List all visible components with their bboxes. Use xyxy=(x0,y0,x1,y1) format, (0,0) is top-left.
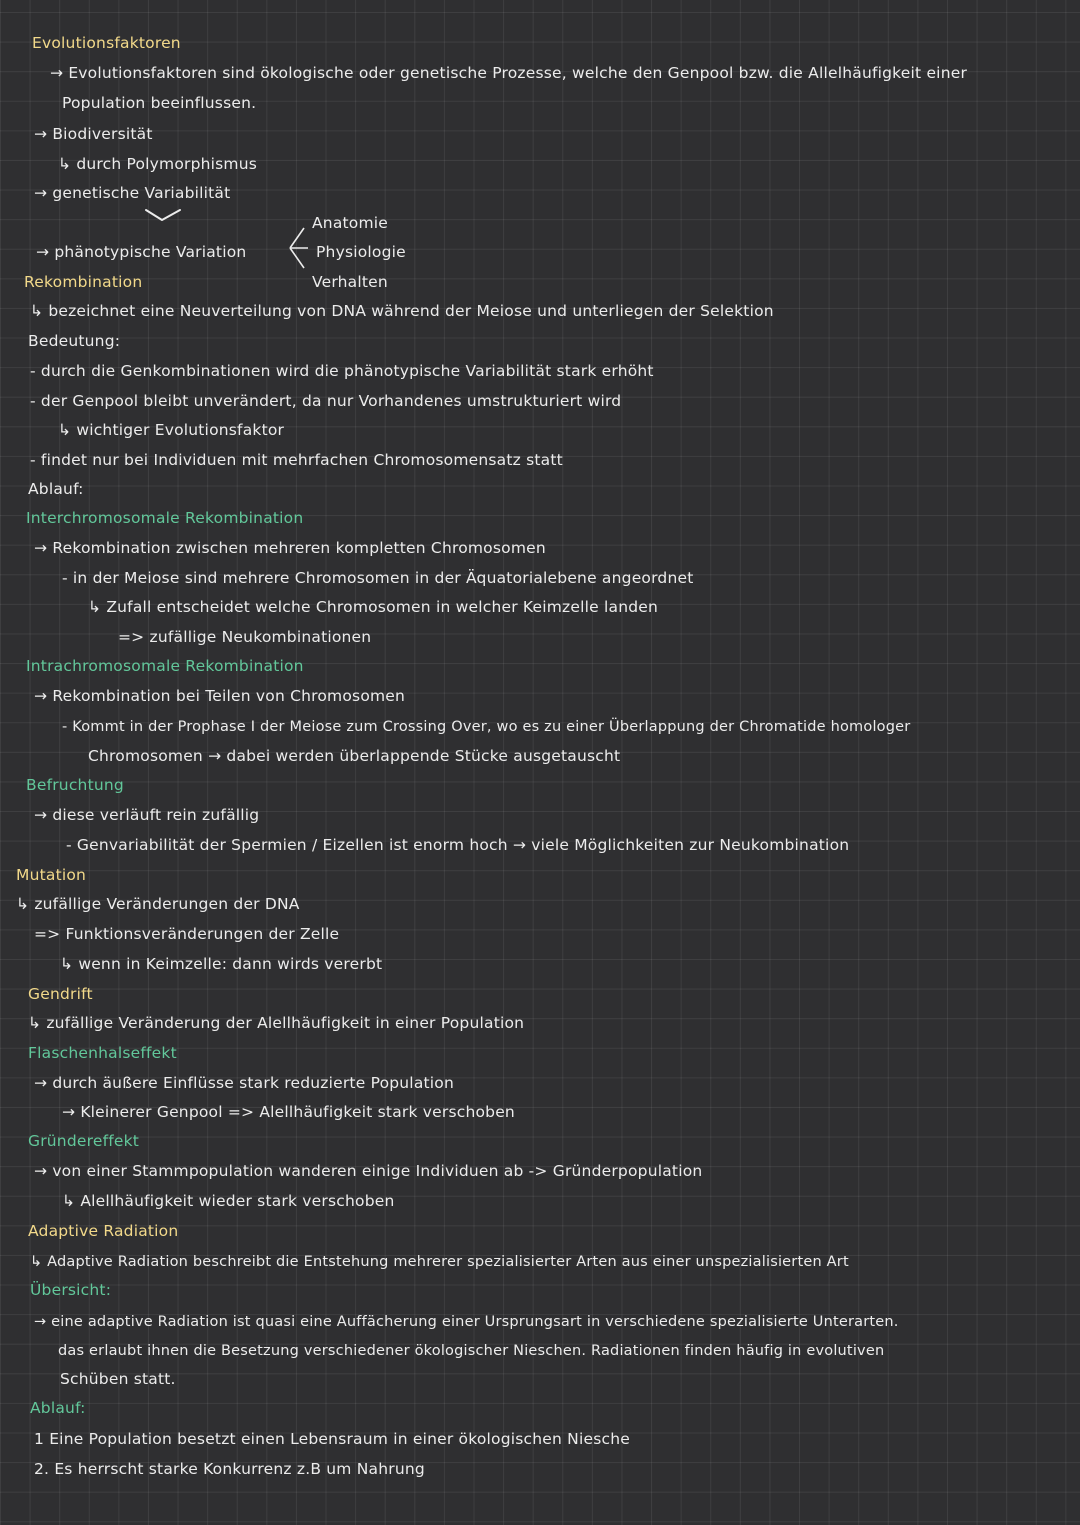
uebersicht-line-1: → eine adaptive Radiation ist quasi eine Auffächerung einer Ursprungsart in verschiedene spezialisierte Unterarten. xyxy=(34,1314,899,1330)
befr-line-2: - Genvariabilität der Spermien / Eizellen ist enorm hoch → viele Möglichkeiten zur Neukombination xyxy=(66,836,850,854)
heading-rekombination: Rekombination xyxy=(24,273,143,291)
rek-ablauf-label: Ablauf: xyxy=(28,480,84,498)
gendrift-line-1: ↳ zufällige Veränderung der Alellhäufigkeit in einer Population xyxy=(28,1014,525,1032)
rek-bedeutung-1: - durch die Genkombinationen wird die phänotypische Variabilität stark erhöht xyxy=(30,362,654,380)
mutation-line-3: ↳ wenn in Keimzelle: dann wirds vererbt xyxy=(60,955,383,973)
adaptive-definition: ↳ Adaptive Radiation beschreibt die Entstehung mehrerer spezialisierter Arten aus einer unspezialisierten Art xyxy=(30,1254,849,1270)
evo-polymorphismus: ↳ durch Polymorphismus xyxy=(58,155,258,173)
evo-phaenotypische-variation: → phänotypische Variation xyxy=(36,243,247,261)
heading-interchromosomale: Interchromosomale Rekombination xyxy=(26,509,304,527)
heading-ablauf: Ablauf: xyxy=(30,1399,86,1417)
heading-befruchtung: Befruchtung xyxy=(26,776,124,794)
evo-biodiversitaet: → Biodiversität xyxy=(34,125,153,143)
rek-definition: ↳ bezeichnet eine Neuverteilung von DNA während der Meiose und unterliegen der Selektion xyxy=(30,302,774,320)
befr-line-1: → diese verläuft rein zufällig xyxy=(34,806,260,824)
heading-evolutionsfaktoren: Evolutionsfaktoren xyxy=(32,34,181,52)
evo-physiologie: Physiologie xyxy=(316,243,406,261)
evo-verhalten: Verhalten xyxy=(312,273,388,291)
evo-definition-line1: → Evolutionsfaktoren sind ökologische oder genetische Prozesse, welche den Genpool bzw. die Allelhäufigkeit einer xyxy=(50,64,968,82)
flaschen-line-2: → Kleinerer Genpool => Alellhäufigkeit stark verschoben xyxy=(62,1103,515,1121)
gruender-line-2: ↳ Alellhäufigkeit wieder stark verschoben xyxy=(62,1192,395,1210)
ablauf-step-1: 1 Eine Population besetzt einen Lebensraum in einer ökologischen Niesche xyxy=(34,1430,630,1448)
gruender-line-1: → von einer Stammpopulation wanderen einige Individuen ab -> Gründerpopulation xyxy=(34,1162,703,1180)
rek-bedeutung-2-sub: ↳ wichtiger Evolutionsfaktor xyxy=(58,421,285,439)
intra-line-2: - Kommt in der Prophase I der Meiose zum Crossing Over, wo es zu einer Überlappung der Chromatide homologer xyxy=(62,719,911,735)
heading-intrachromosomale: Intrachromosomale Rekombination xyxy=(26,657,304,675)
rek-bedeutung-3: - findet nur bei Individuen mit mehrfachen Chromosomensatz statt xyxy=(30,451,563,469)
inter-line-2: - in der Meiose sind mehrere Chromosomen in der Äquatorialebene angeordnet xyxy=(62,569,694,587)
branch-lines-icon xyxy=(286,222,314,274)
inter-line-4: => zufällige Neukombinationen xyxy=(118,628,372,646)
intra-line-1: → Rekombination bei Teilen von Chromosomen xyxy=(34,687,406,705)
inter-line-1: → Rekombination zwischen mehreren kompletten Chromosomen xyxy=(34,539,546,557)
mutation-line-2: => Funktionsveränderungen der Zelle xyxy=(34,925,340,943)
evo-anatomie: Anatomie xyxy=(312,214,389,232)
inter-line-3: ↳ Zufall entscheidet welche Chromosomen in welcher Keimzelle landen xyxy=(88,598,659,616)
mutation-line-1: ↳ zufällige Veränderungen der DNA xyxy=(16,895,300,913)
evo-genetische-variabilitaet: → genetische Variabilität xyxy=(34,184,231,202)
uebersicht-line-2: das erlaubt ihnen die Besetzung verschiedener ökologischer Nieschen. Radiationen finden häufig in evolutiven xyxy=(58,1343,885,1359)
heading-uebersicht: Übersicht: xyxy=(30,1281,112,1299)
evo-definition-line2: Population beeinflussen. xyxy=(62,94,257,112)
heading-gruendereffekt: Gründereffekt xyxy=(28,1132,140,1150)
down-chevron-icon xyxy=(140,206,190,226)
intra-line-3: Chromosomen → dabei werden überlappende Stücke ausgetauscht xyxy=(88,747,621,765)
ablauf-step-2: 2. Es herrscht starke Konkurrenz z.B um Nahrung xyxy=(34,1460,425,1478)
heading-gendrift: Gendrift xyxy=(28,985,93,1003)
uebersicht-line-3: Schüben statt. xyxy=(60,1370,176,1388)
heading-mutation: Mutation xyxy=(16,866,87,884)
rek-bedeutung-label: Bedeutung: xyxy=(28,332,121,350)
heading-adaptive-radiation: Adaptive Radiation xyxy=(28,1222,179,1240)
flaschen-line-1: → durch äußere Einflüsse stark reduzierte Population xyxy=(34,1074,455,1092)
heading-flaschenhalseffekt: Flaschenhalseffekt xyxy=(28,1044,177,1062)
rek-bedeutung-2: - der Genpool bleibt unverändert, da nur Vorhandenes umstrukturiert wird xyxy=(30,392,622,410)
